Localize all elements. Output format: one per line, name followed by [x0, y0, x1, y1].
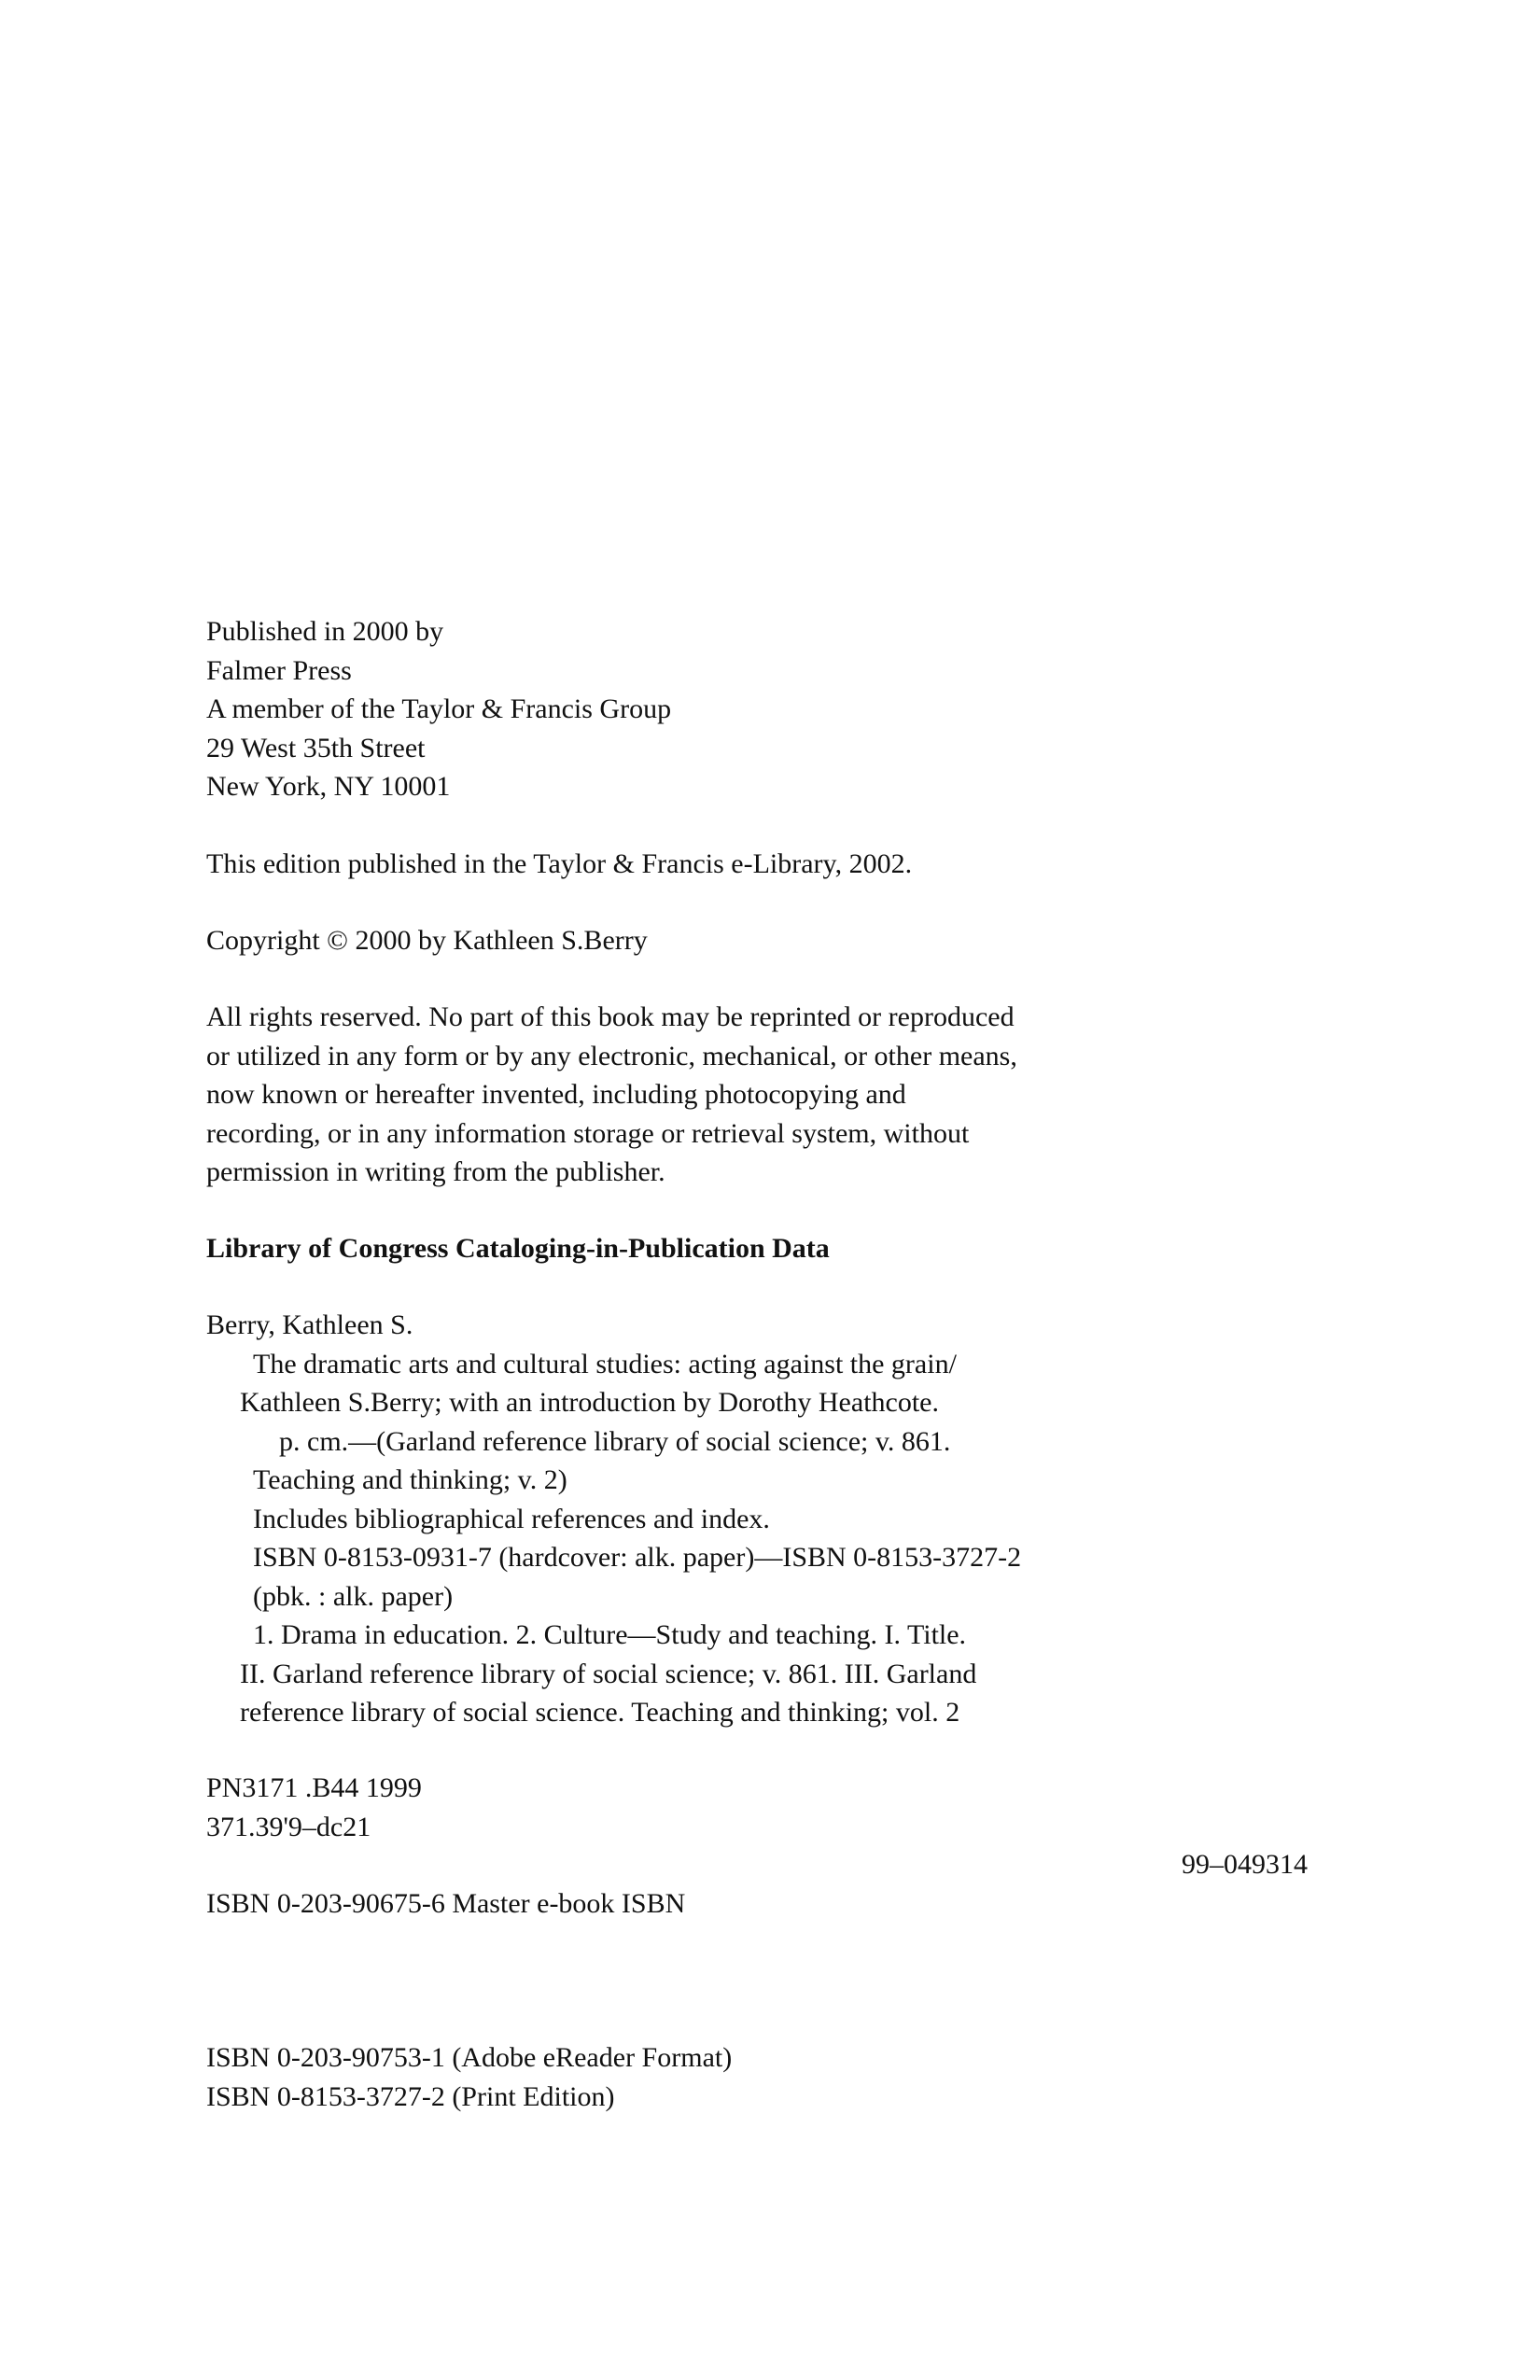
- classification-block: [206, 1769, 422, 1846]
- format-isbn-block: [206, 2038, 732, 2116]
- cip-series-line: p. cm.—(Garland reference library of social science; v. 861.: [279, 1425, 951, 1457]
- cip-isbn-line: (pbk. : alk. paper): [253, 1580, 454, 1612]
- edition-note: This edition published in the Taylor & Francis e-Library, 2002.: [206, 848, 913, 879]
- rights-line: now known or hereafter invented, including photocopying and: [206, 1079, 906, 1110]
- lccn-number: 99–049314: [1182, 1849, 1308, 1880]
- cip-series-line: Teaching and thinking; v. 2): [253, 1464, 567, 1495]
- cip-heading-block: [206, 1229, 830, 1268]
- master-isbn: ISBN 0-203-90675-6 Master e-book ISBN: [206, 1888, 686, 1919]
- publisher-line: Published in 2000 by: [206, 616, 444, 647]
- publisher-street: 29 West 35th Street: [206, 732, 426, 763]
- rights-line: or utilized in any form or by any electronic, mechanical, or other means,: [206, 1040, 1017, 1071]
- dewey-number: 371.39'9–dc21: [206, 1811, 371, 1842]
- cip-title-line: Kathleen S.Berry; with an introduction by Dorothy Heathcote.: [240, 1387, 939, 1418]
- print-isbn: ISBN 0-8153-3727-2 (Print Edition): [206, 2080, 615, 2112]
- publisher-group: A member of the Taylor & Francis Group: [206, 693, 672, 724]
- cip-heading: Library of Congress Cataloging-in-Publication Data: [206, 1233, 830, 1264]
- edition-note-block: [206, 845, 912, 884]
- adobe-isbn: ISBN 0-203-90753-1 (Adobe eReader Format): [206, 2042, 733, 2073]
- cip-subject-line: reference library of social science. Teaching and thinking; vol. 2: [240, 1697, 960, 1728]
- cip-isbn-line: ISBN 0-8153-0931-7 (hardcover: alk. paper)—ISBN 0-8153-3727-2: [253, 1542, 1022, 1573]
- rights-line: permission in writing from the publisher.: [206, 1156, 665, 1187]
- copyright-block: [206, 921, 648, 960]
- rights-line: All rights reserved. No part of this book may be reprinted or reproduced: [206, 1001, 1015, 1032]
- cip-subject-line: II. Garland reference library of social science; v. 861. III. Garland: [240, 1658, 977, 1689]
- cip-title-line: The dramatic arts and cultural studies: acting against the grain/: [253, 1348, 957, 1379]
- master-isbn-block: [206, 1884, 685, 1924]
- cip-record: [206, 1306, 1021, 1732]
- cip-subject-line: 1. Drama in education. 2. Culture—Study and teaching. I. Title.: [253, 1619, 967, 1650]
- copyright-line: Copyright © 2000 by Kathleen S.Berry: [206, 925, 648, 956]
- cip-author: Berry, Kathleen S.: [206, 1309, 413, 1340]
- publisher-name: Falmer Press: [206, 654, 352, 686]
- publisher-city: New York, NY 10001: [206, 771, 451, 802]
- lc-class-number: PN3171 .B44 1999: [206, 1772, 422, 1803]
- rights-block: [206, 998, 1017, 1192]
- rights-line: recording, or in any information storage or retrieval system, without: [206, 1117, 970, 1149]
- cip-includes: Includes bibliographical references and index.: [253, 1503, 770, 1534]
- publisher-block: [206, 612, 671, 806]
